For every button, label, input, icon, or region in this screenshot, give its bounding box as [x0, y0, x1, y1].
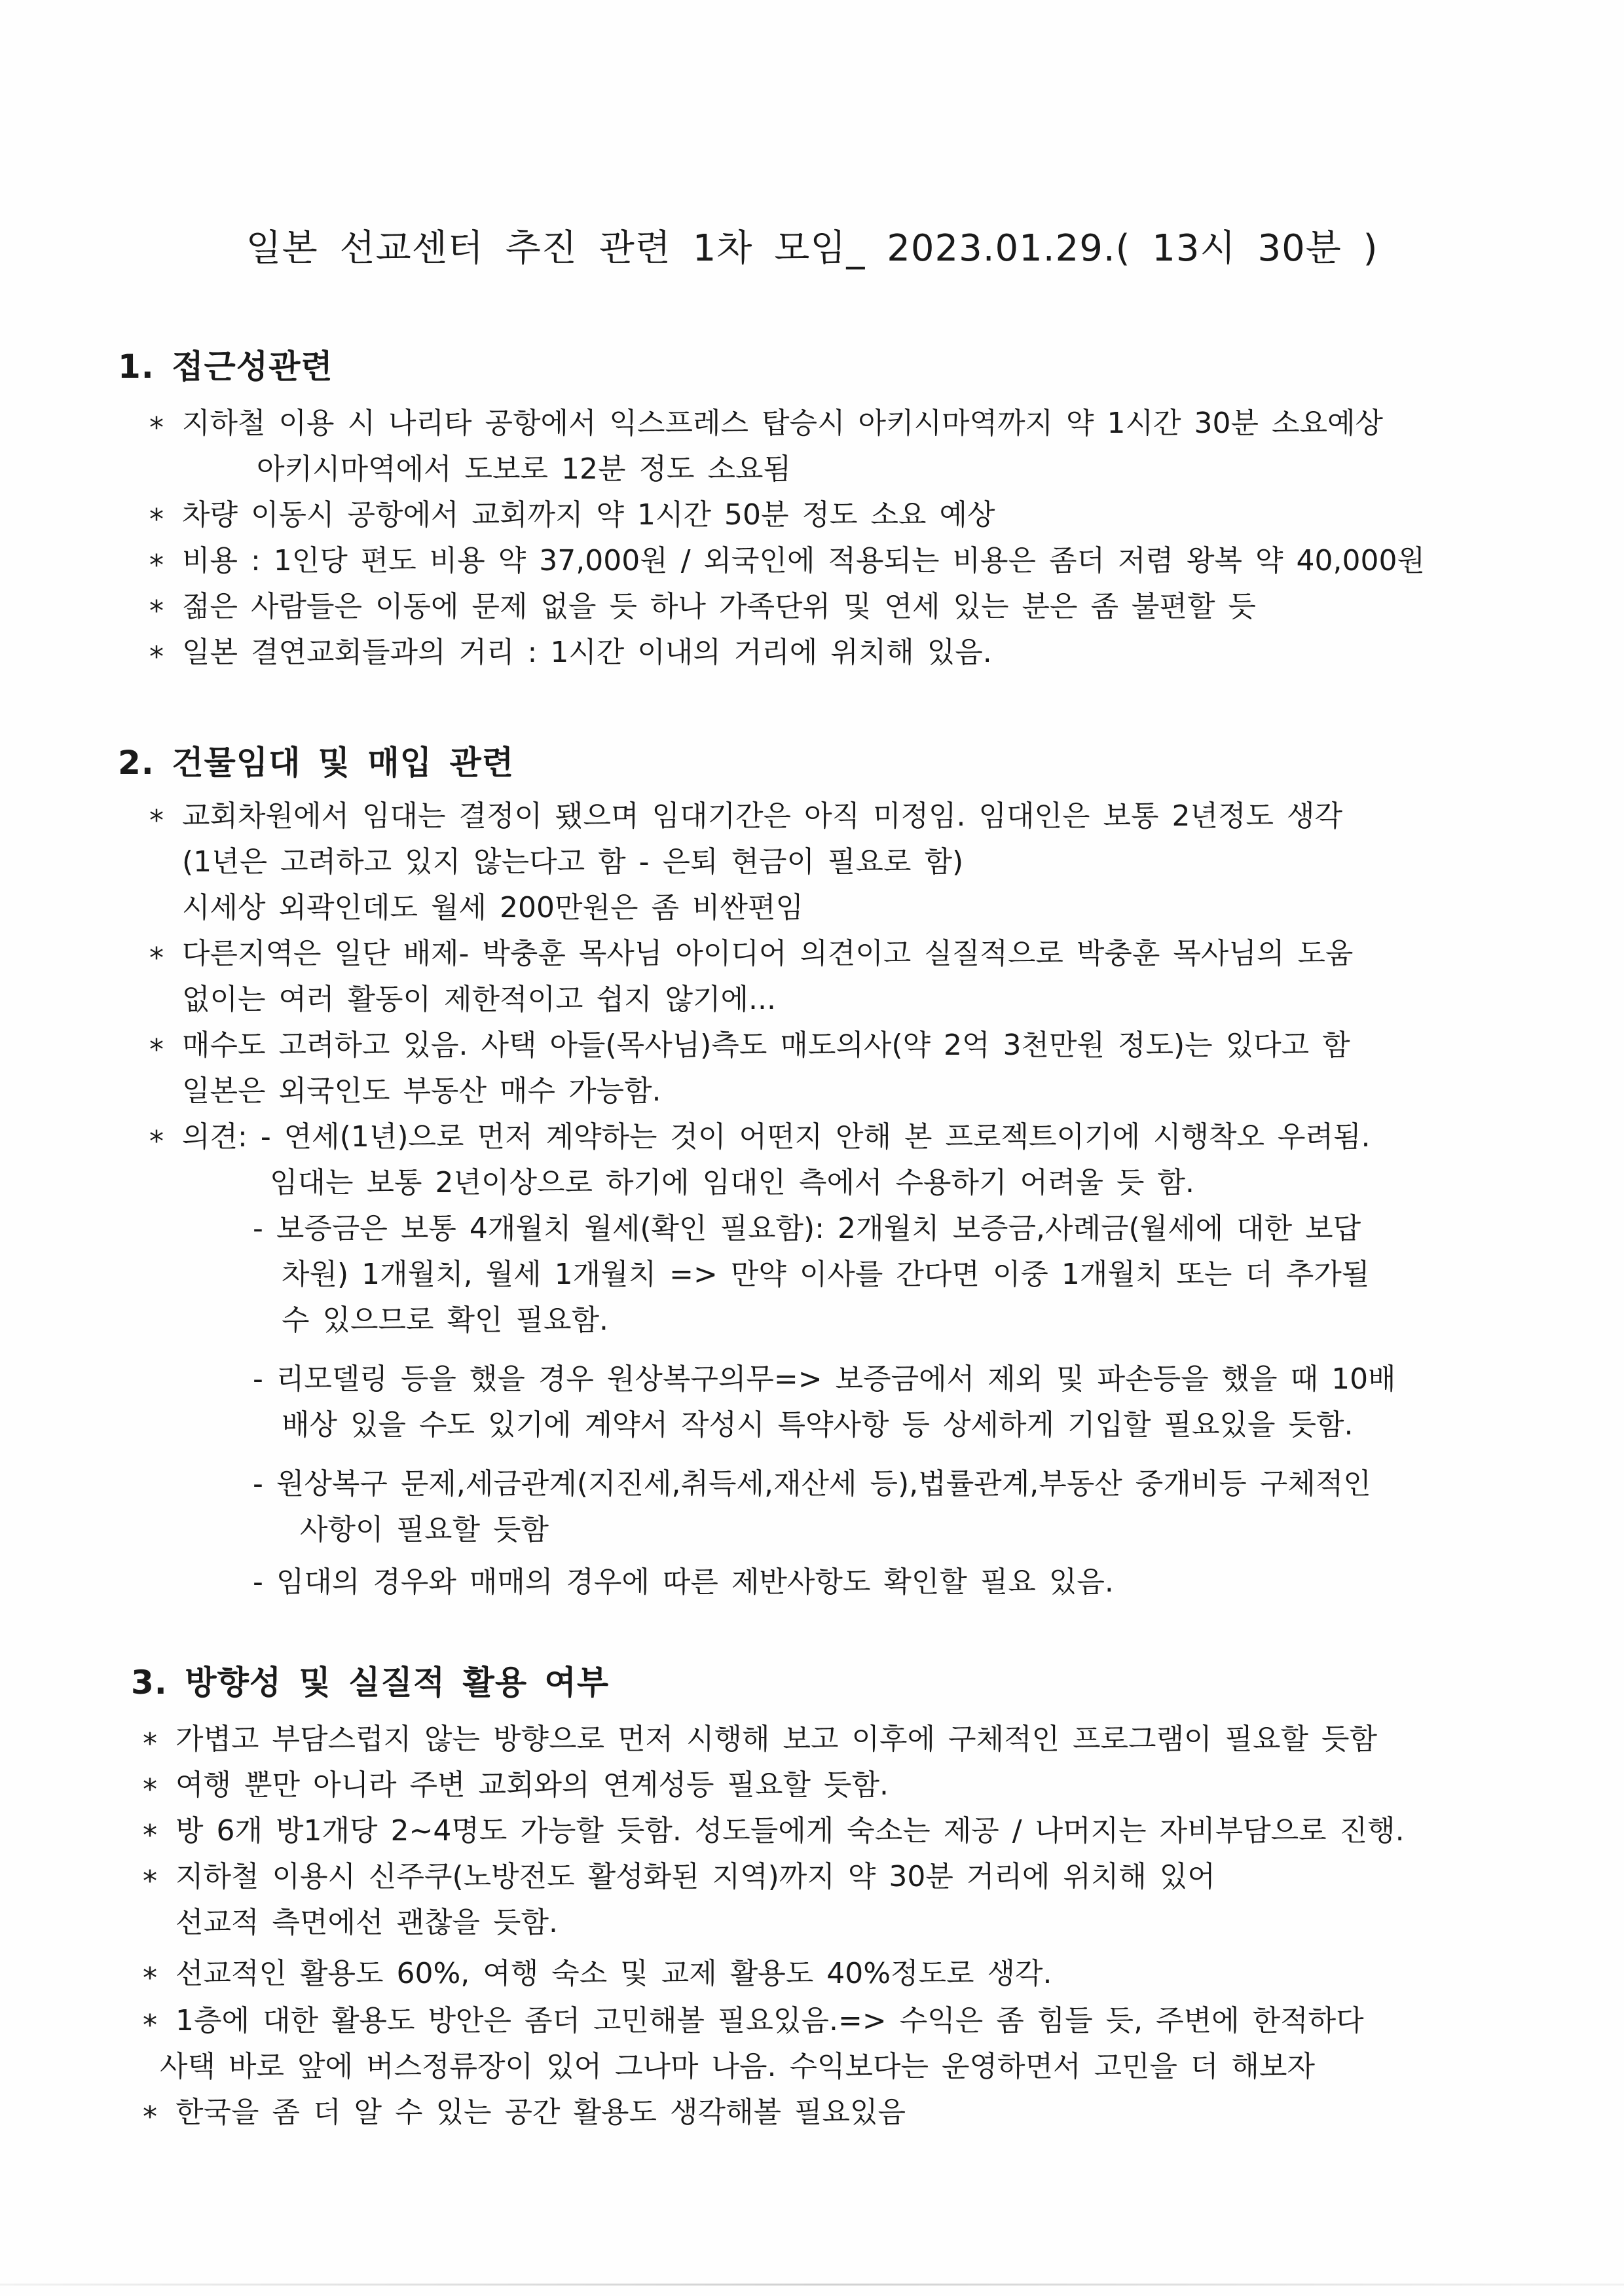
section-2-line-5: 없이는 여러 활동이 제한적이고 쉽지 않기에... — [182, 983, 776, 1016]
bullet-marker: * — [149, 1033, 164, 1066]
bullet-marker: * — [149, 411, 164, 445]
bullet-marker: * — [143, 1865, 157, 1898]
bullet-marker: * — [143, 2009, 157, 2042]
bullet-marker: * — [143, 1819, 157, 1852]
section-1-line-4: 비용 : 1인당 편도 비용 약 37,000원 / 외국인에 적용되는 비용은 좀더 저렴 왕복 약 40,000원 — [182, 544, 1425, 577]
section-heading-accessibility: 1. 접근성관련 — [118, 348, 333, 386]
section-2-line-7: 일본은 외국인도 부동산 매수 가능함. — [182, 1074, 661, 1108]
bullet-marker: * — [149, 549, 164, 582]
section-1-line-5: 젊은 사람들은 이동에 문제 없을 듯 하나 가족단위 및 연세 있는 분은 좀 불편할 듯 — [182, 590, 1256, 623]
section-2-line-14: 배상 있을 수도 있기에 계약서 작성시 특약사항 등 상세하게 기입할 필요있을 듯함. — [282, 1408, 1354, 1442]
section-3-line-8: 사택 바로 앞에 버스정류장이 있어 그나마 나음. 수익보다는 운영하면서 고민을 더 해보자 — [160, 2050, 1315, 2083]
section-1-line-6: 일본 결연교회들과의 거리 : 1시간 이내의 거리에 위치해 있음. — [182, 636, 992, 669]
section-2-line-3: 시세상 외곽인데도 월세 200만원은 좀 비싼편임 — [182, 891, 803, 924]
bullet-marker: * — [149, 503, 164, 536]
section-2-line-10: - 보증금은 보통 4개월치 월세(확인 필요함): 2개월치 보증금,사례금(월세에 대한 보답 — [253, 1212, 1361, 1245]
section-2-line-11: 차원) 1개월치, 월세 1개월치 => 만약 이사를 간다면 이중 1개월치 또는 더 추가될 — [282, 1258, 1370, 1291]
section-2-line-13: - 리모델링 등을 했을 경우 원상복구의무=> 보증금에서 제외 및 파손등을 했을 때 10배 — [253, 1362, 1396, 1396]
section-2-line-12: 수 있으므로 확인 필요함. — [282, 1303, 608, 1337]
section-3-line-3: 방 6개 방1개당 2~4명도 가능할 듯함. 성도들에게 숙소는 제공 / 나머지는 자비부담으로 진행. — [175, 1814, 1405, 1848]
section-2-line-17: - 임대의 경우와 매매의 경우에 따른 제반사항도 확인할 필요 있음. — [253, 1565, 1114, 1599]
bullet-marker: * — [149, 1125, 164, 1158]
bullet-marker: * — [149, 640, 164, 674]
section-2-line-6: 매수도 고려하고 있음. 사택 아들(목사님)측도 매도의사(약 2억 3천만원 정도)는 있다고 함 — [182, 1029, 1350, 1062]
section-2-line-8: 의견: - 연세(1년)으로 먼저 계약하는 것이 어떤지 안해 본 프로젝트이기에 시행착오 우려됨. — [182, 1120, 1371, 1154]
bullet-marker: * — [143, 1727, 157, 1760]
section-3-line-7: 1층에 대한 활용도 방안은 좀더 고민해볼 필요있음.=> 수익은 좀 힘들 듯, 주변에 한적하다 — [175, 2004, 1364, 2037]
scan-edge-line — [0, 2284, 1624, 2286]
section-3-line-5: 선교적 측면에선 괜찮을 듯함. — [175, 1906, 558, 1939]
section-2-line-1: 교회차원에서 임대는 결정이 됐으며 임대기간은 아직 미정임. 임대인은 보통 2년정도 생각 — [182, 799, 1342, 833]
section-1-line-3: 차량 이동시 공항에서 교회까지 약 1시간 50분 정도 소요 예상 — [182, 498, 995, 532]
bullet-marker: * — [143, 1773, 157, 1806]
section-2-line-15: - 원상복구 문제,세금관계(지진세,취득세,재산세 등),법률관계,부동산 중개비등 구체적인 — [253, 1467, 1371, 1501]
page-title: 일본 선교센터 추진 관련 1차 모임_ 2023.01.29.( 13시 30분 ) — [246, 227, 1378, 270]
bullet-marker: * — [149, 804, 164, 837]
bullet-marker: * — [149, 941, 164, 975]
section-2-line-2: (1년은 고려하고 있지 않는다고 함 - 은퇴 현금이 필요로 함) — [182, 845, 964, 879]
section-2-line-9: 임대는 보통 2년이상으로 하기에 임대인 측에서 수용하기 어려울 듯 함. — [270, 1166, 1194, 1199]
section-3-line-1: 가볍고 부담스럽지 않는 방향으로 먼저 시행해 보고 이후에 구체적인 프로그램이 필요할 듯함 — [175, 1722, 1377, 1756]
bullet-marker: * — [143, 1961, 157, 1995]
section-1-line-2: 아키시마역에서 도보로 12분 정도 소요됨 — [257, 452, 791, 486]
section-2-line-16: 사항이 필요할 듯함 — [300, 1513, 549, 1546]
section-3-line-2: 여행 뿐만 아니라 주변 교회와의 연계성등 필요할 듯함. — [175, 1768, 889, 1802]
section-3-line-4: 지하철 이용시 신주쿠(노방전도 활성화된 지역)까지 약 30분 거리에 위치해 있어 — [175, 1860, 1215, 1893]
section-heading-direction-usage: 3. 방향성 및 실질적 활용 여부 — [131, 1664, 610, 1702]
section-2-line-4: 다른지역은 일단 배제- 박충훈 목사님 아이디어 의견이고 실질적으로 박충훈 목사님의 도움 — [182, 937, 1354, 970]
section-1-line-1: 지하철 이용 시 나리타 공항에서 익스프레스 탑승시 아키시마역까지 약 1시간 30분 소요예상 — [182, 407, 1383, 440]
section-heading-lease-purchase: 2. 건물임대 및 매입 관련 — [118, 744, 515, 782]
bullet-marker: * — [149, 594, 164, 628]
section-3-line-6: 선교적인 활용도 60%, 여행 숙소 및 교제 활용도 40%정도로 생각. — [175, 1957, 1052, 1990]
section-3-line-9: 한국을 좀 더 알 수 있는 공간 활용도 생각해볼 필요있음 — [175, 2096, 906, 2129]
bullet-marker: * — [143, 2100, 157, 2134]
